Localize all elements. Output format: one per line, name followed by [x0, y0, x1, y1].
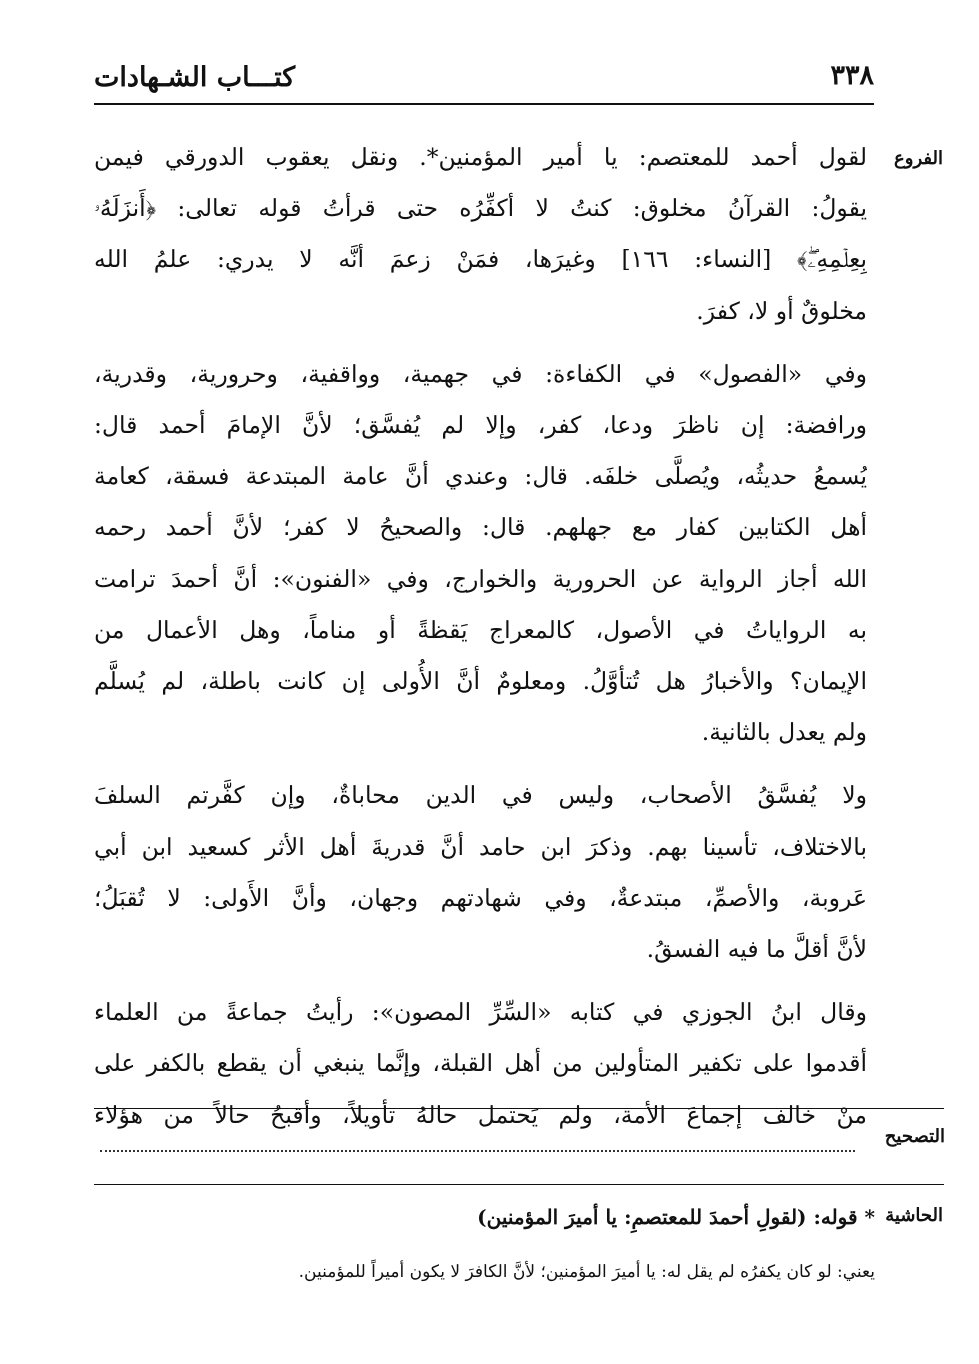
text-line: الإيمان؟ والأخبارُ هل تُتأوَّلُ. ومعلومٌ أنَّ الأُولى إن كانت باطلة، لم يُسلَّم [94, 667, 867, 696]
text-line: منْ خالف إجماعَ الأمة، ولم يَحتمل حالهُ تأويلاً، وأقبحُ حالاً من هؤلاء [94, 1100, 867, 1129]
paragraph [94, 349, 867, 759]
text-line: الله أجاز الرواية عن الحرورية والخوارج، وفي «الفنون»: أنَّ أحمدَ ترامت [94, 564, 867, 593]
page-number: ٣٣٨ [830, 60, 874, 91]
text-line: أقدموا على تكفير المتأولين من أهل القبلة، وإنَّما ينبغي أن يقطع بالكفر على [94, 1049, 867, 1078]
header-rule [94, 103, 874, 105]
text-line: ولا يُفسَّقُ الأصحاب، وليس في الدين محاباةٌ، وإن كفَّرتم السلفَ [94, 781, 867, 810]
text-line: عَروبة، والأصمِّ، مبتدعةٌ، وفي شهادتهم وجهان، وأنَّ الأَولى: لا تُقبَلُ؛ [94, 883, 867, 912]
text-line: وقال ابنُ الجوزي في كتابه «السِّرِّ المصون»: رأيتُ جماعةً من العلماء [94, 998, 867, 1027]
text-line: يُسمعُ حديثُه، ويُصلَّى خلفَه. قال: وعندي أنَّ عامة المبتدعة فسقة، كعامة [94, 462, 867, 491]
footnote-heading: * قوله: (لقولِ أحمدَ للمعتصمِ: يا أميرَ المؤمنين) [477, 1205, 875, 1229]
paragraph [94, 132, 867, 337]
page-header [94, 58, 874, 100]
footnote-body: يعني: لو كان يكفرُه لم يقل له: يا أميرَ المؤمنين؛ لأنَّ الكافرَ لا يكون أميراً للمؤمنين. [298, 1262, 875, 1282]
text-line: أهل الكتابين كفار مع جهلهم. قال: والصحيحُ لا كفر؛ لأنَّ أحمد رحمه [94, 513, 867, 542]
book-title: كتـــاب الشـهادات [94, 62, 296, 93]
text-line: وفي «الفصول» في الكفاءة: في جهمية، وواقفية، وحرورية، وقدرية، [94, 359, 867, 388]
text-line: ورافضة: إن ناظرَ ودعا، كفر، وإلا لم يُفسَّق؛ لأنَّ الإمامَ أحمد قال: [94, 411, 867, 440]
correction-dotted-line [100, 1150, 855, 1152]
main-text-rule [94, 1108, 944, 1109]
side-label-tashih: التصحيح [884, 1126, 945, 1147]
text-line: بالاختلاف، تأسينا بهم. وذكرَ ابن حامد أنَّ قدريةَ أهل الأثر كسعيد ابن أبي [94, 832, 867, 861]
text-line: لقول أحمد للمعتصم: يا أمير المؤمنين*. ونقل يعقوب الدورقي فيمن [94, 143, 867, 171]
paragraph [94, 770, 867, 975]
text-line: به الرواياتُ في الأصول، كالمعراج يَقظةً أو مناماً، وهل الأعمال من [94, 615, 867, 644]
main-text [94, 132, 867, 1153]
side-label-hashiya: الحاشية [885, 1205, 943, 1226]
paragraph [94, 987, 867, 1141]
text-line: يقولُ: القرآنُ مخلوق: كنتُ لا أكفِّرُه حتى قرأتُ قوله تعالى: ﴿أَنزَلَهُۥ [94, 194, 867, 223]
text-line: مخلوقٌ أو لا، كفرَ. [696, 296, 867, 325]
text-line: بِعِلۡمِهِۦۖ﴾ [النساء: ١٦٦] وغيرَها، فمَنْ زعمَ أنَّه لا يدري: علمُ الله [94, 245, 867, 274]
text-line: لأنَّ أقلَّ ما فيه الفسقُ. [646, 935, 867, 964]
side-label-furu: الفروع [894, 148, 943, 169]
text-line: ولم يعدل بالثانية. [701, 718, 867, 747]
footnote-rule [94, 1184, 944, 1185]
